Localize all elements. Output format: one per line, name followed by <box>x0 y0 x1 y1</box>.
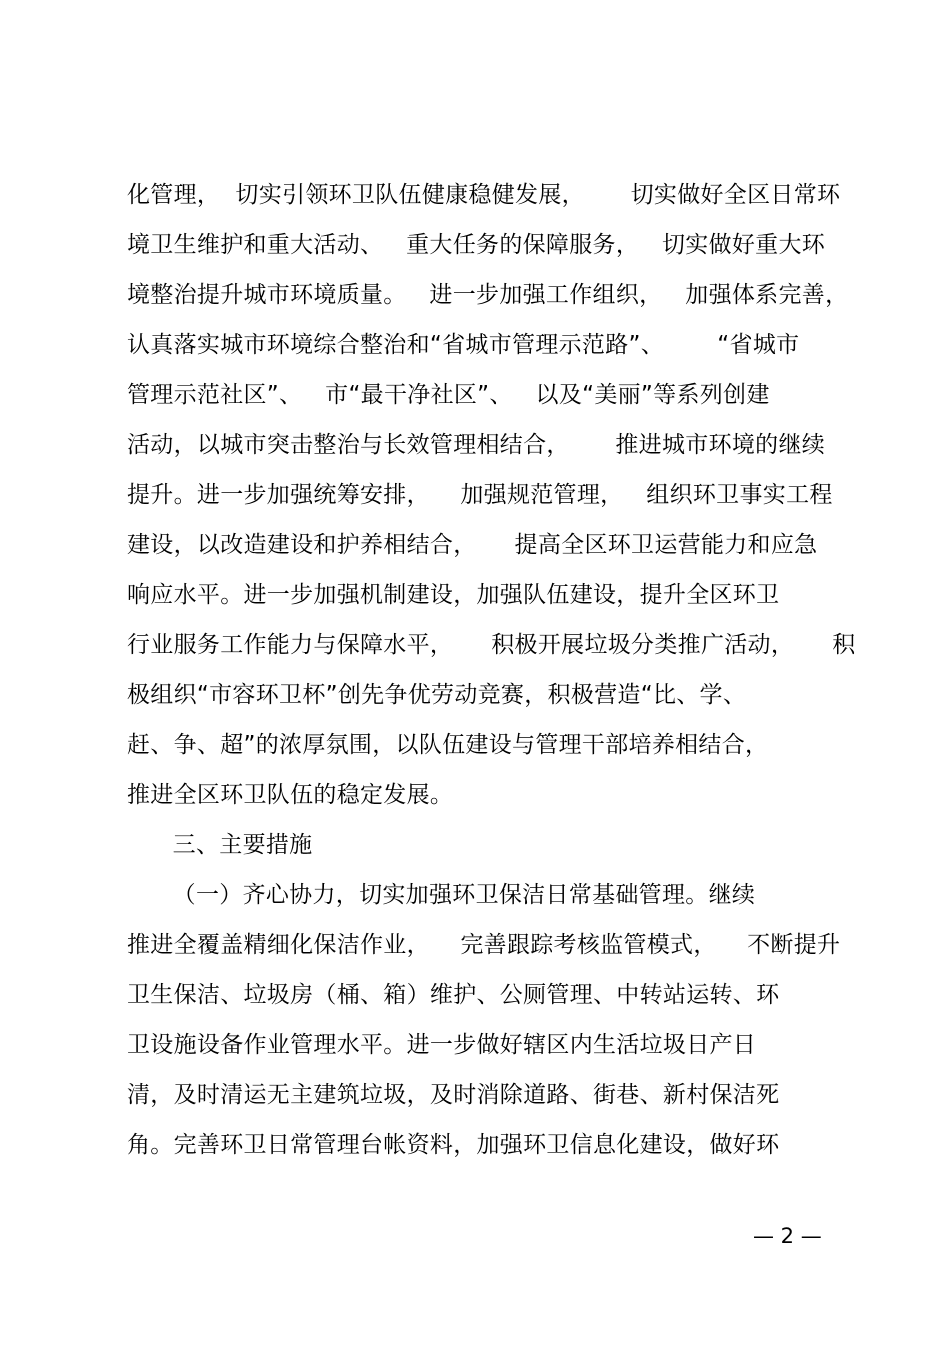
body-line-13: 推进全区环卫队伍的稳定发展。 <box>127 782 454 808</box>
body-line-5: 管理示范社区”、 市“最干净社区”、 以及“美丽”等系列创建 <box>127 382 770 408</box>
body-line-20: 角。完善环卫日常管理台帐资料，加强环卫信息化建设，做好环 <box>127 1132 780 1158</box>
body-line-6: 活动，以城市突击整治与长效管理相结合， 推进城市环境的继续 <box>127 432 826 458</box>
page-number: — 2 — <box>753 1224 822 1248</box>
body-line-19: 清，及时清运无主建筑垃圾，及时消除道路、街巷、新村保洁死 <box>127 1082 780 1108</box>
subsection-heading: （一）齐心协力，切实加强环卫保洁日常基础管理。继续 <box>127 882 756 908</box>
body-line-4: 认真落实城市环境综合整治和“省城市管理示范路”、 “省城市 <box>127 332 800 358</box>
body-line-16: 推进全覆盖精细化保洁作业， 完善跟踪考核监管模式， 不断提升 <box>127 932 841 958</box>
body-line-12: 赶、争、超”的浓厚氛围，以队伍建设与管理干部培养相结合， <box>127 732 769 758</box>
section-heading: 三、主要措施 <box>127 832 313 858</box>
body-line-9: 响应水平。进一步加强机制建设，加强队伍建设，提升全区环卫 <box>127 582 780 608</box>
body-line-3: 境整治提升城市环境质量。 进一步加强工作组织， 加强体系完善， <box>127 282 849 308</box>
body-line-10: 行业服务工作能力与保障水平， 积极开展垃圾分类推广活动， 积 <box>127 632 856 658</box>
body-line-11: 极组织“市容环卫杯”创先争优劳动竞赛，积极营造“比、学、 <box>127 682 747 708</box>
body-line-7: 提升。进一步加强统筹安排， 加强规范管理， 组织环卫事实工程 <box>127 482 833 508</box>
body-line-17: 卫生保洁、垃圾房（桶、箱）维护、公厕管理、中转站运转、环 <box>127 982 780 1008</box>
body-line-18: 卫设施设备作业管理水平。进一步做好辖区内生活垃圾日产日 <box>127 1032 757 1058</box>
body-line-2: 境卫生维护和重大活动、 重大任务的保障服务， 切实做好重大环 <box>127 232 826 258</box>
body-line-1: 化管理， 切实引领环卫队伍健康稳健发展， 切实做好全区日常环 <box>127 182 841 208</box>
body-line-8: 建设，以改造建设和护养相结合， 提高全区环卫运营能力和应急 <box>127 532 818 558</box>
